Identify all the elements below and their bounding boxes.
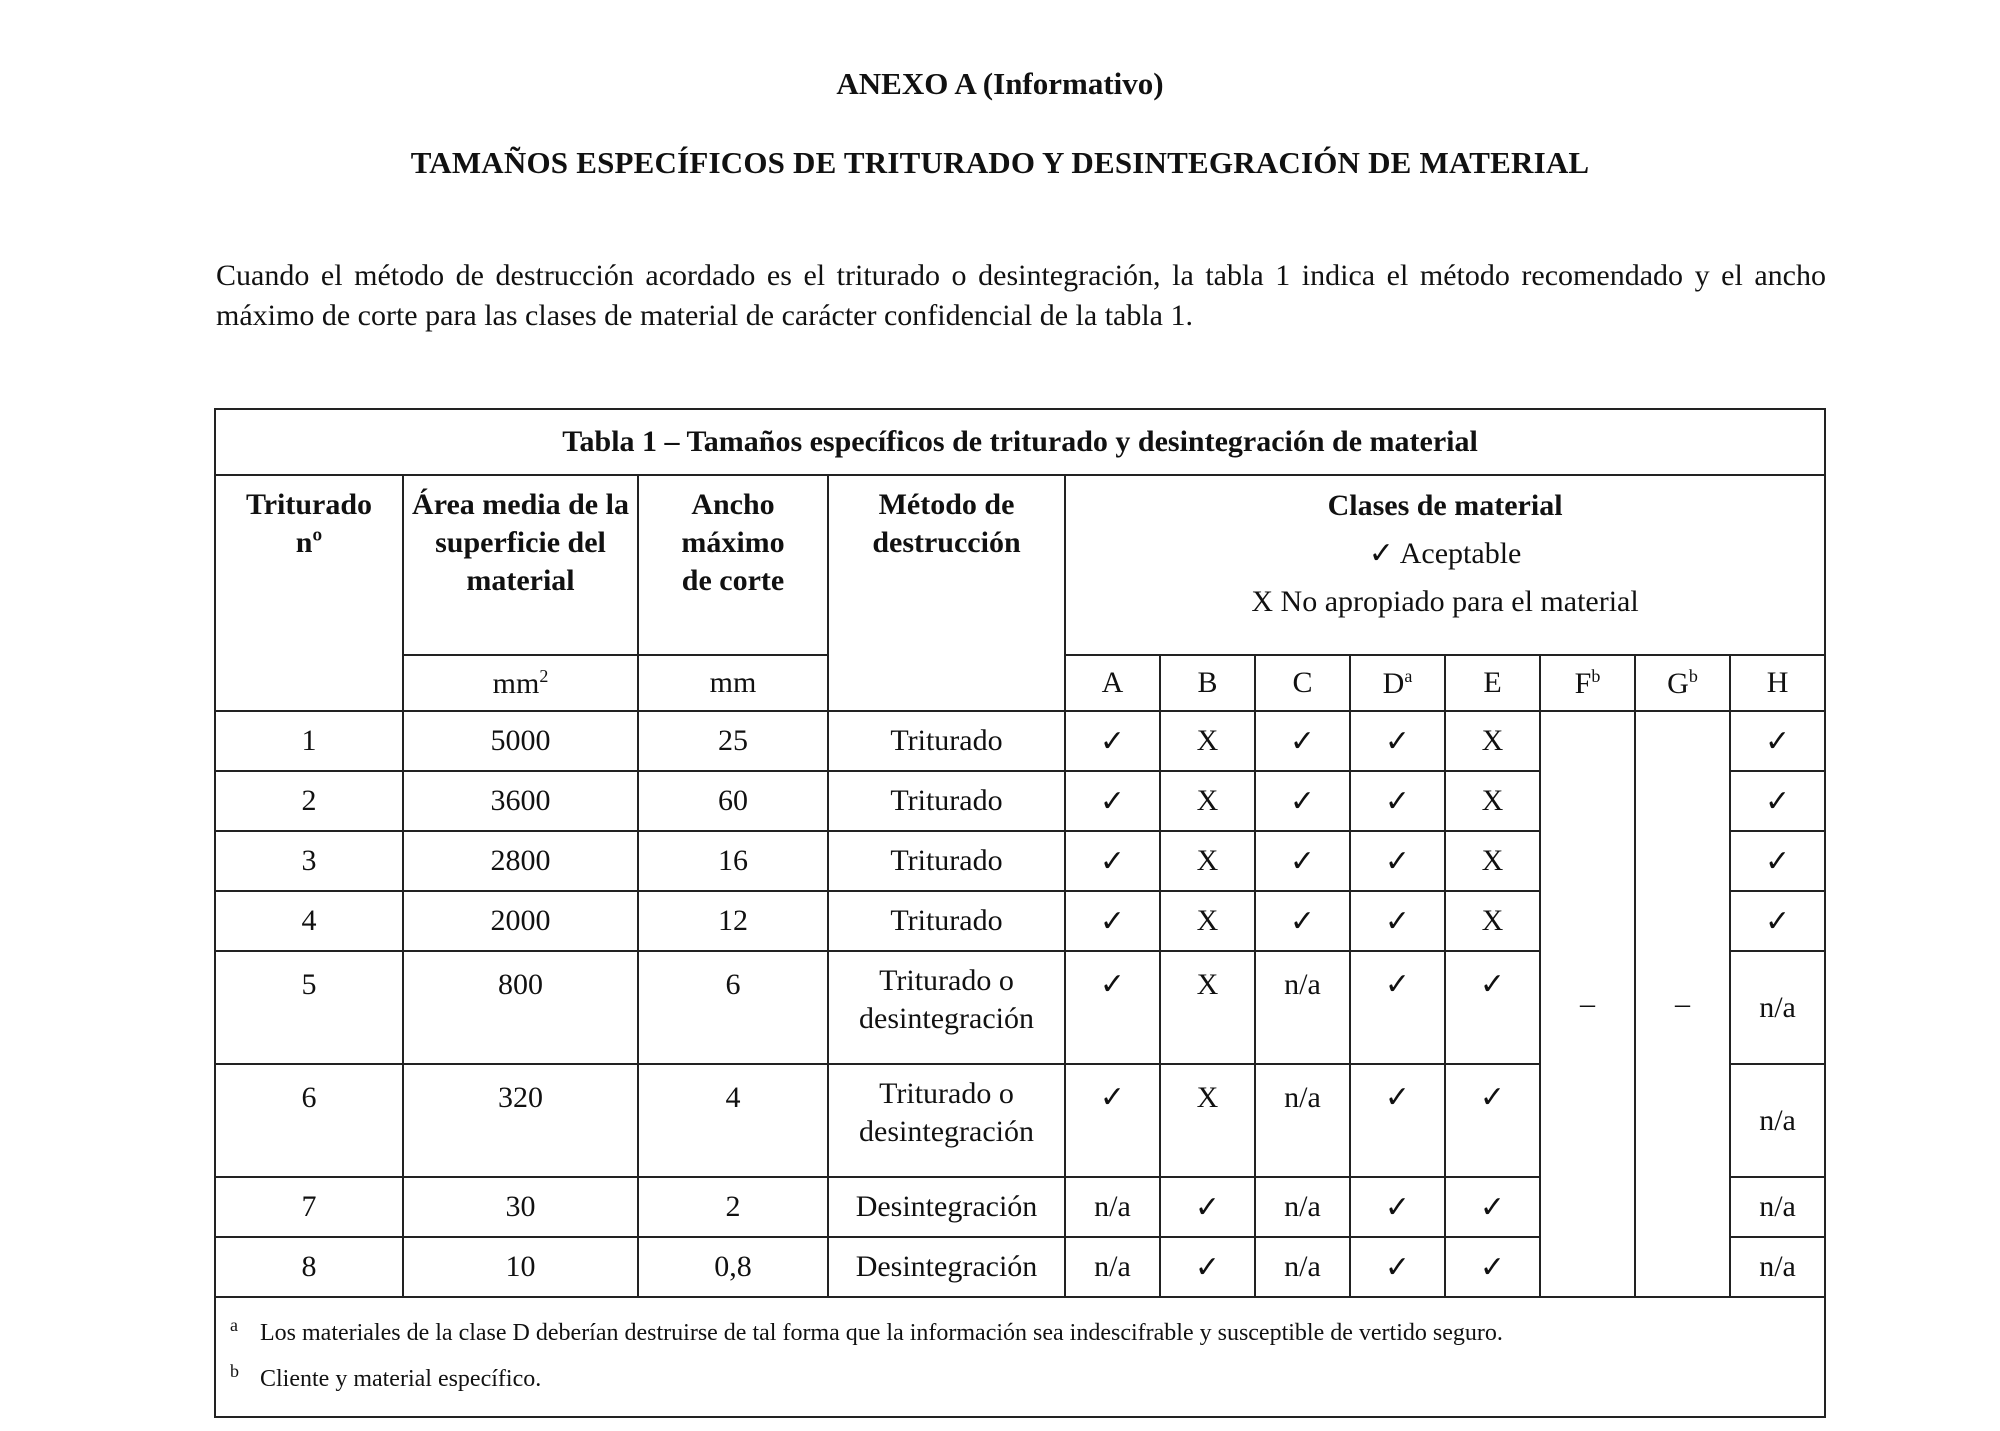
cell-class-d: ✓ bbox=[1350, 1237, 1445, 1297]
cell-class-e: ✓ bbox=[1445, 1064, 1540, 1177]
shredding-table-container bbox=[214, 408, 1824, 1418]
footnote-mark: a bbox=[230, 1315, 238, 1335]
cell-class-b: X bbox=[1160, 831, 1255, 891]
class-header-h bbox=[1730, 655, 1825, 711]
class-header-c bbox=[1255, 655, 1350, 711]
table-row bbox=[215, 711, 1825, 771]
cell-class-c: n/a bbox=[1255, 1177, 1350, 1237]
cell-ancho: 0,8 bbox=[638, 1237, 828, 1297]
class-label: C bbox=[1292, 666, 1313, 699]
cell-class-a: ✓ bbox=[1065, 951, 1160, 1064]
cell-class-h: ✓ bbox=[1730, 891, 1825, 951]
cell-class-h: ✓ bbox=[1730, 771, 1825, 831]
cell-area: 2800 bbox=[403, 831, 638, 891]
shredding-table bbox=[214, 408, 1826, 1418]
header-ancho: Ancho máximo de corte bbox=[638, 475, 828, 655]
header-metodo: Método de destrucción bbox=[828, 475, 1065, 711]
header-area: Área media de la superficie del material bbox=[403, 475, 638, 655]
class-label: D bbox=[1382, 666, 1405, 700]
cell-class-e: X bbox=[1445, 771, 1540, 831]
cell-class-h: ✓ bbox=[1730, 831, 1825, 891]
cell-class-d: ✓ bbox=[1350, 831, 1445, 891]
unit-area: $mm^2$ bbox=[403, 655, 638, 711]
cell-triturado: 6 bbox=[215, 1064, 403, 1177]
class-header-e bbox=[1445, 655, 1540, 711]
cell-triturado: 3 bbox=[215, 831, 403, 891]
footnotes-row bbox=[215, 1297, 1825, 1417]
cell-ancho: 12 bbox=[638, 891, 828, 951]
class-header-d bbox=[1350, 655, 1445, 711]
cell-triturado: 1 bbox=[215, 711, 403, 771]
cell-metodo: Triturado o desintegración bbox=[828, 951, 1065, 1064]
cell-class-b: X bbox=[1160, 711, 1255, 771]
cell-area: 10 bbox=[403, 1237, 638, 1297]
cell-class-c: ✓ bbox=[1255, 771, 1350, 831]
cell-area: 3600 bbox=[403, 771, 638, 831]
footnote bbox=[230, 1310, 1810, 1356]
cell-class-e: ✓ bbox=[1445, 1177, 1540, 1237]
footnote bbox=[230, 1356, 1810, 1402]
cell-class-b: ✓ bbox=[1160, 1237, 1255, 1297]
cell-class-f-merged: – bbox=[1540, 711, 1635, 1297]
footnote-mark: b bbox=[230, 1361, 239, 1381]
class-header-a bbox=[1065, 655, 1160, 711]
cell-metodo: Triturado bbox=[828, 711, 1065, 771]
class-label: G bbox=[1667, 666, 1689, 700]
cell-metodo: Desintegración bbox=[828, 1237, 1065, 1297]
class-header-f bbox=[1540, 655, 1635, 711]
intro-paragraph: Cuando el método de destrucción acordado es el triturado o desintegración, la tabla 1 indica el método recomendado y el ancho máximo de corte para las clases de material de carácter confidencial de la tabla 1. bbox=[216, 259, 1826, 332]
legend-acceptable: ✓ Aceptable bbox=[1368, 537, 1522, 570]
class-label: B bbox=[1197, 666, 1218, 699]
cell-class-a: ✓ bbox=[1065, 1064, 1160, 1177]
cell-ancho: 2 bbox=[638, 1177, 828, 1237]
cell-class-d: ✓ bbox=[1350, 711, 1445, 771]
cell-class-h: n/a bbox=[1730, 1177, 1825, 1237]
cell-class-b: ✓ bbox=[1160, 1177, 1255, 1237]
cell-class-c: ✓ bbox=[1255, 891, 1350, 951]
cell-class-h: n/a bbox=[1730, 951, 1825, 1064]
cell-class-d: ✓ bbox=[1350, 1177, 1445, 1237]
cell-class-d: ✓ bbox=[1350, 771, 1445, 831]
cell-triturado: 2 bbox=[215, 771, 403, 831]
class-label: A bbox=[1101, 666, 1124, 699]
cell-ancho: 60 bbox=[638, 771, 828, 831]
cell-class-h: ✓ bbox=[1730, 711, 1825, 771]
cell-triturado: 8 bbox=[215, 1237, 403, 1297]
cell-class-a: ✓ bbox=[1065, 891, 1160, 951]
class-footnote-mark: b bbox=[1591, 665, 1601, 686]
class-footnote-mark: b bbox=[1688, 665, 1698, 686]
cell-class-e: X bbox=[1445, 831, 1540, 891]
cell-metodo: Desintegración bbox=[828, 1177, 1065, 1237]
cell-class-e: ✓ bbox=[1445, 951, 1540, 1064]
footnote-text: Los materiales de la clase D deberían destruirse de tal forma que la información sea indescifrable y susceptible de vertido seguro. bbox=[260, 1320, 1503, 1346]
clases-title: Clases de material bbox=[1327, 489, 1563, 522]
cell-area: 320 bbox=[403, 1064, 638, 1177]
cell-triturado: 4 bbox=[215, 891, 403, 951]
cell-class-a: ✓ bbox=[1065, 831, 1160, 891]
document-title: TAMAÑOS ESPECÍFICOS DE TRITURADO Y DESINTEGRACIÓN DE MATERIAL bbox=[410, 145, 1590, 180]
cell-ancho: 4 bbox=[638, 1064, 828, 1177]
cell-class-h: n/a bbox=[1730, 1064, 1825, 1177]
cell-class-d: ✓ bbox=[1350, 1064, 1445, 1177]
cell-class-b: X bbox=[1160, 1064, 1255, 1177]
footnotes bbox=[215, 1297, 1825, 1417]
unit-ancho: mm bbox=[638, 655, 828, 711]
class-label: E bbox=[1483, 666, 1502, 699]
cell-class-a: ✓ bbox=[1065, 711, 1160, 771]
cell-class-d: ✓ bbox=[1350, 951, 1445, 1064]
cell-metodo: Triturado o desintegración bbox=[828, 1064, 1065, 1177]
cell-class-e: X bbox=[1445, 711, 1540, 771]
cell-metodo: Triturado bbox=[828, 891, 1065, 951]
cell-class-a: n/a bbox=[1065, 1237, 1160, 1297]
class-label: F bbox=[1574, 666, 1592, 700]
footnote-text: Cliente y material específico. bbox=[260, 1366, 542, 1392]
cell-triturado: 5 bbox=[215, 951, 403, 1064]
cell-area: 30 bbox=[403, 1177, 638, 1237]
cell-ancho: 16 bbox=[638, 831, 828, 891]
class-header-b bbox=[1160, 655, 1255, 711]
table-caption: Tabla 1 – Tamaños específicos de triturado y desintegración de material bbox=[215, 409, 1825, 475]
cell-class-g-merged: – bbox=[1635, 711, 1730, 1297]
cell-class-b: X bbox=[1160, 891, 1255, 951]
class-header-g bbox=[1635, 655, 1730, 711]
cell-class-h: n/a bbox=[1730, 1237, 1825, 1297]
cell-class-a: ✓ bbox=[1065, 771, 1160, 831]
class-footnote-mark: a bbox=[1404, 665, 1413, 686]
cell-class-e: ✓ bbox=[1445, 1237, 1540, 1297]
header-clases bbox=[1065, 475, 1825, 655]
cell-class-c: ✓ bbox=[1255, 831, 1350, 891]
cell-class-c: n/a bbox=[1255, 1237, 1350, 1297]
cell-class-c: n/a bbox=[1255, 951, 1350, 1064]
cell-class-d: ✓ bbox=[1350, 891, 1445, 951]
cell-triturado: 7 bbox=[215, 1177, 403, 1237]
cell-class-e: X bbox=[1445, 891, 1540, 951]
legend-not-appropriate: X No apropiado para el material bbox=[1251, 585, 1639, 618]
cell-class-b: X bbox=[1160, 771, 1255, 831]
cell-class-b: X bbox=[1160, 951, 1255, 1064]
annex-title: ANEXO A (Informativo) bbox=[836, 66, 1164, 101]
cell-area: 5000 bbox=[403, 711, 638, 771]
cell-area: 2000 bbox=[403, 891, 638, 951]
cell-ancho: 6 bbox=[638, 951, 828, 1064]
header-triturado: Triturado nº bbox=[215, 475, 403, 711]
cell-ancho: 25 bbox=[638, 711, 828, 771]
class-label: H bbox=[1766, 666, 1789, 699]
cell-metodo: Triturado bbox=[828, 771, 1065, 831]
cell-metodo: Triturado bbox=[828, 831, 1065, 891]
cell-class-a: n/a bbox=[1065, 1177, 1160, 1237]
cell-area: 800 bbox=[403, 951, 638, 1064]
cell-class-c: n/a bbox=[1255, 1064, 1350, 1177]
cell-class-c: ✓ bbox=[1255, 711, 1350, 771]
